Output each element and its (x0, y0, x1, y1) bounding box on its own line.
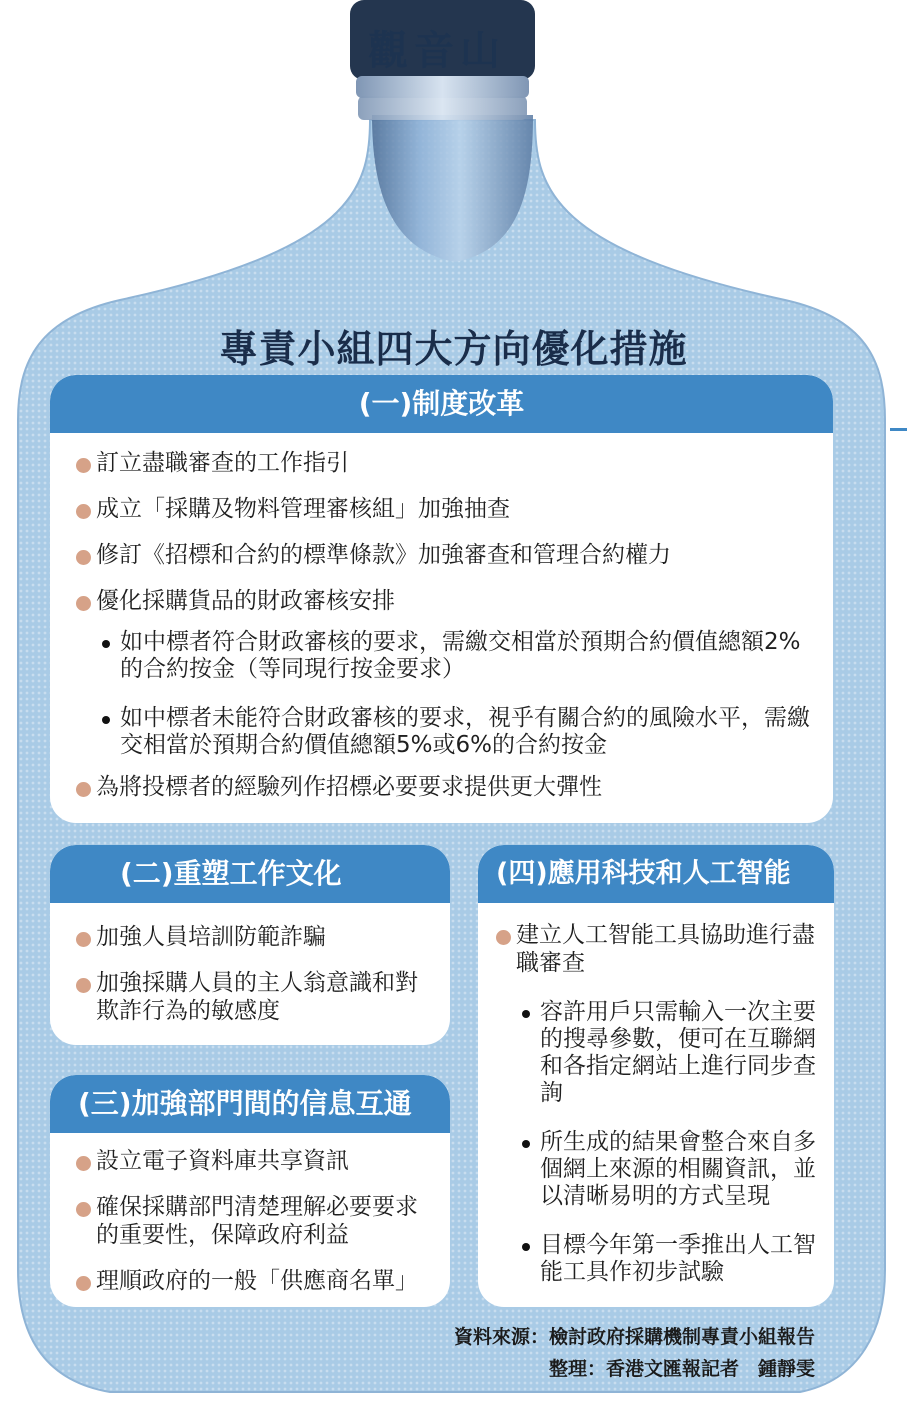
list-item: 為將投標者的經驗列作招標必要要求提供更大彈性 (74, 773, 815, 801)
bullet-icon (76, 978, 91, 993)
section-card-technology-ai (478, 845, 834, 1307)
sub-bullet-icon (522, 1243, 530, 1251)
section-card-institutional-reform (50, 375, 833, 823)
bullet-icon (496, 930, 511, 945)
edge-tick-mark (890, 428, 907, 431)
bullet-icon (76, 550, 91, 565)
list-item: 修訂《招標和合約的標準條款》加強審查和管理合約權力 (74, 541, 815, 569)
sub-list-item: 如中標者未能符合財政審核的要求，視乎有關合約的風險水平，需繳交相當於預期合約價值總額5%或6%的合約按金 (74, 705, 820, 759)
sub-list-item: 所生成的結果會整合來自多個網上來源的相關資訊，並以清晰易明的方式呈現 (494, 1129, 820, 1210)
page-title: 專責小組四大方向優化措施 (219, 327, 688, 371)
section-header: (一)制度改革 (50, 375, 833, 433)
list-item: 設立電子資料庫共享資訊 (74, 1147, 432, 1175)
bullet-icon (76, 932, 91, 947)
section-card-work-culture (50, 845, 450, 1045)
list-item: 優化採購貨品的財政審核安排 (74, 587, 815, 615)
bullet-icon (76, 1156, 91, 1171)
sub-bullet-icon (102, 716, 110, 724)
bottle-brand-label: 觀音山 (368, 26, 506, 74)
list-item: 加強人員培訓防範詐騙 (74, 923, 432, 951)
sub-bullet-icon (102, 640, 110, 648)
list-item: 建立人工智能工具協助進行盡職審查 (494, 921, 816, 977)
section-card-interdepartment-communication (50, 1075, 450, 1307)
list-item: 理順政府的一般「供應商名單」 (74, 1267, 432, 1295)
list-item: 成立「採購及物料管理審核組」加強抽查 (74, 495, 815, 523)
source-credit: 資料來源：檢討政府採購機制專責小組報告 (453, 1326, 815, 1348)
bullet-icon (76, 782, 91, 797)
sub-list-item: 目標今年第一季推出人工智能工具作初步試驗 (494, 1232, 820, 1286)
editor-credit: 整理：香港文匯報記者 鍾靜雯 (548, 1358, 815, 1380)
bullet-icon (76, 504, 91, 519)
sub-list-item: 容許用戶只需輸入一次主要的搜尋參數，便可在互聯網和各指定網站上進行同步查詢 (494, 999, 820, 1107)
bullet-icon (76, 1276, 91, 1291)
bullet-icon (76, 1202, 91, 1217)
sub-bullet-icon (522, 1010, 530, 1018)
bullet-icon (76, 458, 91, 473)
sub-bullet-icon (522, 1140, 530, 1148)
section-header: (二)重塑工作文化 (50, 845, 450, 903)
list-item: 加強採購人員的主人翁意識和對欺詐行為的敏感度 (74, 969, 426, 1025)
section-header: (四)應用科技和人工智能 (478, 845, 834, 903)
section-header: (三)加強部門間的信息互通 (50, 1075, 450, 1133)
sub-list-item: 如中標者符合財政審核的要求，需繳交相當於預期合約價值總額2%的合約按金（等同現行按金要求） (74, 629, 820, 683)
list-item: 訂立盡職審查的工作指引 (74, 449, 815, 477)
list-item: 確保採購部門清楚理解必要要求的重要性，保障政府利益 (74, 1193, 431, 1249)
bullet-icon (76, 596, 91, 611)
